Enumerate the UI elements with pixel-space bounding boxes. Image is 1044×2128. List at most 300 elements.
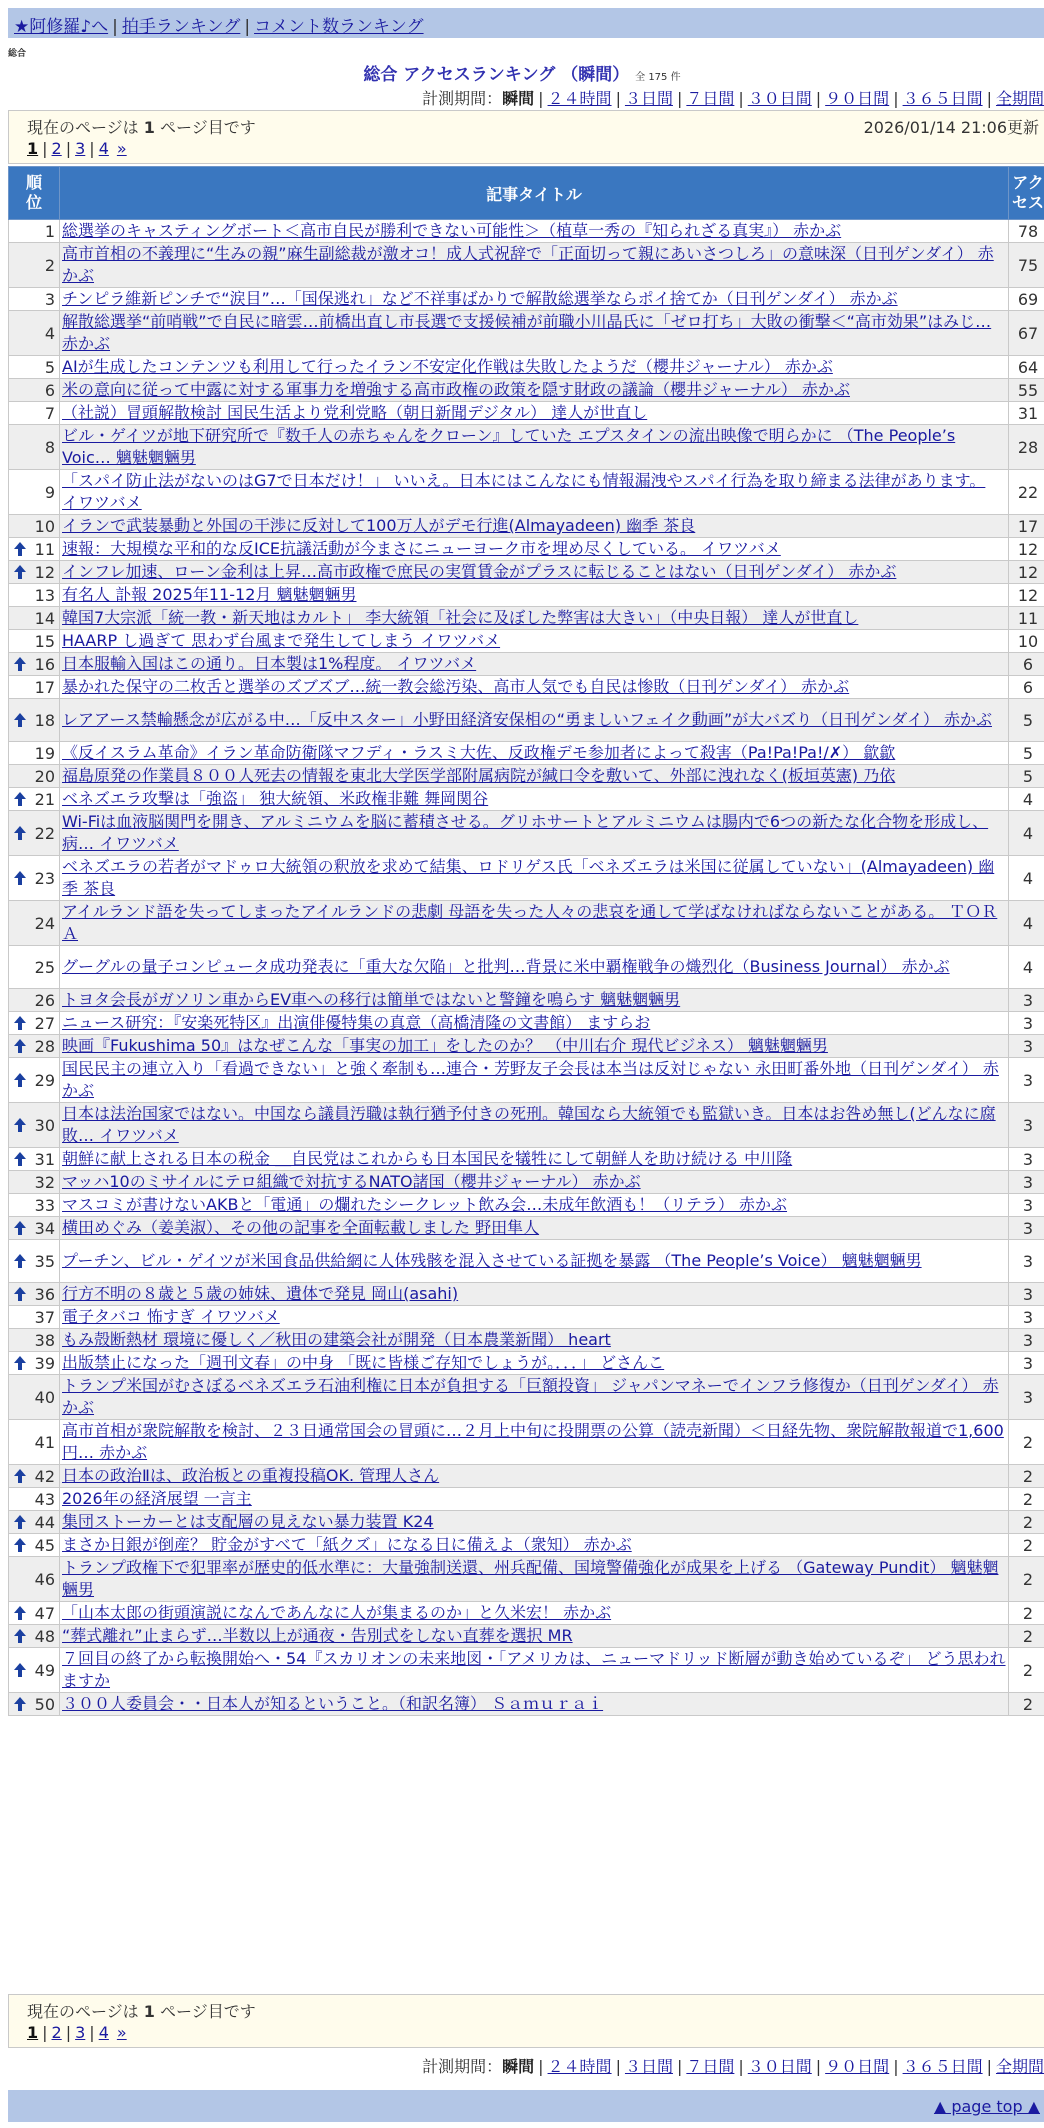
title-cell	[60, 765, 1009, 788]
title-cell	[60, 630, 1009, 653]
rank-number: 27	[34, 1013, 55, 1033]
title-cell	[60, 1306, 1009, 1329]
rank-cell	[9, 425, 60, 470]
up-arrow-icon	[13, 870, 27, 886]
article-title-link[interactable]: AIが生成したコンテンツも利用して行ったイラン不安定化作戦は失敗したようだ（櫻井ジャーナル） 赤かぶ	[62, 357, 833, 376]
category-label: 総合	[8, 49, 27, 59]
page-suffix: ページ目です	[160, 2002, 256, 2021]
article-title-link[interactable]: マスコミが書けないAKBと「電通」の爛れたシークレット飲み会…未成年飲酒も！（リテラ） 赤かぶ	[62, 1195, 788, 1214]
rank-cell	[9, 1488, 60, 1511]
article-title-link[interactable]: ７回目の終了から転換開始へ・54『スカリオンの未来地図・「アメリカは、ニューマドリッド断層が動き始めているぞ」 どう思われますか	[62, 1649, 1006, 1690]
access-count: 2	[1009, 1693, 1044, 1716]
pager-page-link[interactable]: 4	[98, 2023, 109, 2042]
access-count: 3	[1009, 1217, 1044, 1240]
article-title-link[interactable]: もみ殻断熱材 環境に優しく／秋田の建築会社が開発（日本農業新聞） heart	[62, 1330, 611, 1349]
rank-cell	[9, 1217, 60, 1240]
col-rank	[9, 167, 60, 220]
rank-cell	[9, 989, 60, 1012]
rank-cell	[9, 1352, 60, 1375]
rank-number: 3	[44, 289, 55, 309]
pager-next-link[interactable]: »	[116, 2023, 127, 2042]
table-row	[9, 788, 1044, 811]
article-title-link[interactable]: 《反イスラム革命》イラン革命防衛隊マフディ・ラスミ大佐、反政権デモ参加者によって殺害（Pa!Pa!Pa!/✗） 歙歙	[62, 743, 896, 762]
table-row	[9, 1511, 1044, 1534]
up-arrow-icon	[13, 1151, 27, 1167]
table-row	[9, 402, 1044, 425]
table-row	[9, 1103, 1044, 1148]
rank-number: 4	[44, 323, 55, 343]
table-row	[9, 515, 1044, 538]
table-row	[9, 946, 1044, 989]
rank-cell	[9, 811, 60, 856]
rank-number: 20	[34, 766, 55, 786]
top-nav-bar	[8, 8, 1044, 38]
rank-cell	[9, 901, 60, 946]
period-current: 瞬間	[502, 2057, 535, 2076]
separator: |	[738, 89, 744, 108]
rank-cell	[9, 765, 60, 788]
current-page-text	[27, 1999, 256, 2022]
period-option[interactable]: ３日間	[624, 2057, 673, 2076]
table-row	[9, 1171, 1044, 1194]
article-title-link[interactable]: 集団ストーカーとは支配層の見えない暴力装置 K24	[62, 1512, 434, 1531]
rank-number: 46	[34, 1569, 55, 1589]
rank-number: 2	[44, 255, 55, 275]
rank-cell	[9, 243, 60, 288]
rank-number: 39	[34, 1353, 55, 1373]
article-title-link[interactable]: 福島原発の作業員８００人死去の情報を東北大学医学部附属病院が緘口令を敷いて、外部に洩れなく(板垣英憲) 乃依	[62, 766, 896, 785]
title-cell	[60, 1557, 1009, 1602]
up-arrow-icon	[13, 791, 27, 807]
title-cell	[60, 1194, 1009, 1217]
article-title-link[interactable]: チンピラ維新ピンチで“涙目”…「国保逃れ」など不祥事ばかりで解散総選挙ならポイ捨てか（日刊ゲンダイ） 赤かぶ	[62, 289, 898, 308]
access-count: 78	[1009, 220, 1044, 243]
period-selector-bottom	[422, 2054, 1044, 2077]
rank-cell	[9, 607, 60, 630]
article-title-link[interactable]: トランプ米国がむさぼるベネズエラ石油利権に日本が負担する「巨額投資」 ジャパンマネーでインフラ修復か（日刊ゲンダイ） 赤かぶ	[62, 1376, 999, 1417]
article-title-link[interactable]: 韓国7大宗派「統一教・新天地はカルト」 李大統領「社会に及ぼした弊害は大きい」（中央日報） 達人が世直し	[62, 608, 859, 627]
separator: |	[538, 2057, 544, 2076]
item-count: 全 175 件	[635, 72, 681, 83]
title-cell	[60, 699, 1009, 742]
article-title-link[interactable]: Wi-Fiは血液脳関門を開き、アルミニウムを脳に蓄積させる。グリホサートとアルミニウムは腸内で6つの新たな化合物を形成し、病… イワツバメ	[62, 812, 989, 853]
separator: |	[42, 2023, 48, 2042]
article-title-link[interactable]: ベネズエラ攻撃は「強盗」 独大統領、米政権非難 舞岡関谷	[62, 789, 489, 808]
period-option[interactable]: ２４時間	[547, 2057, 612, 2076]
access-count: 4	[1009, 788, 1044, 811]
access-count: 2	[1009, 1557, 1044, 1602]
title-cell	[60, 425, 1009, 470]
article-title-link[interactable]: 解散総選挙“前哨戦”で自民に暗雲…前橋出直し市長選で支援候補が前職小川晶氏に「ゼロ打ち」大敗の衝撃＜“高市効果”はみじ… 赤かぶ	[62, 312, 992, 353]
article-title-link[interactable]: ベネズエラの若者がマドゥロ大統領の釈放を求めて結集、ロドリゲス氏「ベネズエラは米国に従属していない」(Almayadeen) 幽季 茶良	[62, 857, 995, 898]
period-option[interactable]: ２４時間	[547, 89, 612, 108]
rank-number: 32	[34, 1172, 55, 1192]
period-option[interactable]: ３６５日間	[902, 2057, 983, 2076]
separator: |	[676, 89, 683, 108]
rank-cell	[9, 1534, 60, 1557]
article-title-link[interactable]: 朝鮮に献上される日本の税金 ＿自民党はこれからも日本国民を犠牲にして朝鮮人を助け続ける 中川隆	[62, 1149, 793, 1168]
article-title-link[interactable]: 速報：大規模な平和的な反ICE抗議活動が今まさにニューヨーク市を埋め尽くしている。 イワツバメ	[62, 539, 781, 558]
current-page-text	[27, 115, 256, 138]
table-row	[9, 1194, 1044, 1217]
title-cell	[60, 1602, 1009, 1625]
rank-number: 49	[34, 1660, 55, 1680]
title-cell	[60, 1375, 1009, 1420]
title-cell	[60, 515, 1009, 538]
up-arrow-icon	[13, 1628, 27, 1644]
up-arrow-icon	[13, 712, 27, 728]
rank-number: 7	[44, 403, 55, 423]
period-option[interactable]: ９０日間	[825, 89, 890, 108]
table-row	[9, 1625, 1044, 1648]
rank-number: 34	[34, 1218, 55, 1238]
access-count: 3	[1009, 1012, 1044, 1035]
access-count: 11	[1009, 607, 1044, 630]
title-cell	[60, 1148, 1009, 1171]
table-row	[9, 1534, 1044, 1557]
access-count: 12	[1009, 538, 1044, 561]
rank-number: 44	[34, 1512, 55, 1532]
article-title-link[interactable]: “葬式離れ”止まらず…半数以上が通夜・告別式をしない直葬を選択 MR	[62, 1626, 573, 1645]
period-option[interactable]: ３日間	[624, 89, 673, 108]
access-count: 4	[1009, 856, 1044, 901]
rank-cell	[9, 742, 60, 765]
rank-cell	[9, 1035, 60, 1058]
access-count: 5	[1009, 699, 1044, 742]
period-option[interactable]: ９０日間	[825, 2057, 890, 2076]
table-row	[9, 1148, 1044, 1171]
pager	[27, 2023, 127, 2042]
period-option[interactable]: ７日間	[686, 89, 735, 108]
rank-cell	[9, 1012, 60, 1035]
article-title-link[interactable]: 日本服輸入国はこの通り。日本製は1%程度。 イワツバメ	[62, 654, 477, 673]
article-title-link[interactable]: ３００人委員会・・日本人が知るということ。（和訳名簿） Ｓａｍｕｒａｉ	[62, 1694, 604, 1713]
rank-cell	[9, 1557, 60, 1602]
rank-cell	[9, 1329, 60, 1352]
title-cell	[60, 788, 1009, 811]
article-title-link[interactable]: 日本の政治Ⅱは、政治板との重複投稿OK. 管理人さん	[62, 1466, 440, 1485]
title-cell	[60, 1283, 1009, 1306]
title-cell	[60, 946, 1009, 989]
rank-cell	[9, 653, 60, 676]
access-count: 3	[1009, 1171, 1044, 1194]
up-arrow-icon	[13, 1286, 27, 1302]
article-title-link[interactable]: 電子タバコ 怖すぎ イワツバメ	[62, 1307, 280, 1326]
separator: |	[89, 2023, 95, 2042]
up-arrow-icon	[13, 1662, 27, 1678]
up-arrow-icon	[13, 1537, 27, 1553]
article-title-link[interactable]: 国民民主の連立入り「看過できない」と強く牽制も…連合・芳野友子会長は本当は反対じゃない 永田町番外地（日刊ゲンダイ） 赤かぶ	[62, 1059, 999, 1100]
clap-ranking-link[interactable]: 拍手ランキング	[121, 17, 241, 37]
table-row	[9, 653, 1044, 676]
rank-number: 22	[34, 823, 55, 843]
separator: |	[538, 89, 544, 108]
up-arrow-icon	[13, 1468, 27, 1484]
up-arrow-icon	[13, 1514, 27, 1530]
period-option[interactable]: ３６５日間	[902, 89, 983, 108]
period-option[interactable]: ３０日間	[747, 2057, 812, 2076]
table-row	[9, 1329, 1044, 1352]
article-title-link[interactable]: インフレ加速、ローン金利は上昇…高市政権で庶民の実質賃金がプラスに転じることはない（日刊ゲンダイ） 赤かぶ	[62, 562, 897, 581]
title-cell	[60, 676, 1009, 699]
article-title-link[interactable]: 映画『Fukushima 50』はなぜこんな「事実の加工」をしたのか？ （中川右介 現代ビジネス） 魑魅魍魎男	[62, 1036, 828, 1055]
article-title-link[interactable]: 「スパイ防止法がないのはG7で日本だけ！」 いいえ。日本にはこんなにも情報漏洩やスパイ行為を取り締まる法律があります。 イワツバメ	[62, 471, 986, 512]
table-row	[9, 1375, 1044, 1420]
pager	[27, 139, 127, 158]
page-info-bottom	[8, 1994, 1044, 2048]
pager-page-link[interactable]: 3	[75, 139, 86, 158]
rank-cell	[9, 699, 60, 742]
rank-number: 13	[34, 585, 55, 605]
table-row	[9, 1602, 1044, 1625]
article-title-link[interactable]: 有名人 訃報 2025年11-12月 魑魅魍魎男	[62, 585, 357, 604]
rank-number: 17	[34, 677, 55, 697]
article-title-link[interactable]: 暴かれた保守の二枚舌と選挙のズブズブ…統一教会総汚染、高市人気でも自民は惨敗（日刊ゲンダイ） 赤かぶ	[62, 677, 850, 696]
rank-cell	[9, 1625, 60, 1648]
table-row	[9, 1488, 1044, 1511]
article-title-link[interactable]: 高市首相の不義理に“生みの親”麻生副総裁が激オコ！成人式祝辞で「正面切って親にあいさつしろ」の意味深（日刊ゲンダイ） 赤かぶ	[62, 244, 994, 285]
separator: |	[893, 2057, 899, 2076]
title-cell	[60, 1012, 1009, 1035]
access-count: 17	[1009, 515, 1044, 538]
rank-number: 33	[34, 1195, 55, 1215]
table-row	[9, 1693, 1044, 1716]
title-cell	[60, 1511, 1009, 1534]
title-cell	[60, 1058, 1009, 1103]
access-count: 69	[1009, 288, 1044, 311]
rank-number: 31	[34, 1149, 55, 1169]
period-option[interactable]: 全期間	[995, 2057, 1044, 2076]
article-title-link[interactable]: イランで武装暴動と外国の干渉に反対して100万人がデモ行進(Almayadeen) 幽季 茶良	[62, 516, 696, 535]
title-cell	[60, 1465, 1009, 1488]
access-count: 4	[1009, 901, 1044, 946]
article-title-link[interactable]: 出版禁止になった「週刊文春」の中身 「既に皆様ご存知でしょうが。．．．」 どさんこ	[62, 1353, 665, 1372]
up-arrow-icon	[13, 1696, 27, 1712]
separator: |	[65, 2023, 72, 2042]
rank-number: 26	[34, 990, 55, 1010]
separator: |	[112, 17, 118, 37]
article-title-link[interactable]: グーグルの量子コンピュータ成功発表に「重大な欠陥」と批判…背景に米中覇権戦争の熾烈化（Business Journal） 赤かぶ	[62, 957, 950, 976]
pager-next-link[interactable]: »	[116, 139, 127, 158]
article-title-link[interactable]: まさか日銀が倒産？ 貯金がすべて「紙クズ」になる日に備えよ（衆知） 赤かぶ	[62, 1535, 632, 1554]
article-title-link[interactable]: マッハ10のミサイルにテロ組織で対抗するNATO諸国（櫻井ジャーナル） 赤かぶ	[62, 1172, 641, 1191]
rank-number: 12	[34, 562, 55, 582]
period-selector	[422, 86, 1044, 109]
updated-timestamp: 2026/01/14 21:06更新	[863, 118, 1039, 137]
table-row	[9, 1352, 1044, 1375]
up-arrow-icon	[13, 1253, 27, 1269]
title-cell	[60, 653, 1009, 676]
article-title-link[interactable]: 総選挙のキャスティングボート＜高市自民が勝利できない可能性＞（植草一秀の『知られざる真実』） 赤かぶ	[62, 221, 842, 240]
article-title-link[interactable]: アイルランド語を失ってしまったアイルランドの悲劇 母語を失った人々の悲哀を通して学ばなければならないことがある。 ＴＯＲＡ	[62, 902, 998, 943]
up-arrow-icon	[13, 1355, 27, 1371]
table-row	[9, 1035, 1044, 1058]
up-arrow-icon	[13, 1117, 27, 1133]
rank-cell	[9, 1465, 60, 1488]
rank-number: 28	[34, 1036, 55, 1056]
table-row	[9, 1058, 1044, 1103]
access-count: 3	[1009, 1240, 1044, 1283]
separator: |	[986, 2057, 992, 2076]
page-title-text: 総合 アクセスランキング （瞬間）	[363, 65, 630, 85]
article-title-link[interactable]: 「山本太郎の街頭演説になんであんなに人が集まるのか」と久米宏！ 赤かぶ	[62, 1603, 612, 1622]
rank-cell	[9, 1148, 60, 1171]
article-title-link[interactable]: （社説）冒頭解散検討 国民生活より党利党略（朝日新聞デジタル） 達人が世直し	[62, 403, 648, 422]
table-row	[9, 1283, 1044, 1306]
title-cell	[60, 607, 1009, 630]
rank-number: 47	[34, 1603, 55, 1623]
access-count: 22	[1009, 470, 1044, 515]
article-title-link[interactable]: 日本は法治国家ではない。中国なら議員汚職は執行猶予付きの死刑。韓国なら大統領でも監獄いき。日本はお咎め無し(どんなに腐敗… イワツバメ	[62, 1104, 996, 1145]
page-top-link[interactable]: ▲ page top ▲	[933, 2097, 1040, 2116]
title-cell	[60, 1625, 1009, 1648]
article-title-link[interactable]: トランプ政権下で犯罪率が歴史的低水準に：大量強制送還、州兵配備、国境警備強化が成果を上げる （Gateway Pundit） 魑魅魍魎男	[62, 1558, 999, 1599]
separator: |	[615, 2057, 621, 2076]
page-number: 1	[143, 2002, 155, 2021]
rank-number: 16	[34, 654, 55, 674]
pager-page-link[interactable]: 2	[51, 139, 62, 158]
access-count: 6	[1009, 676, 1044, 699]
rank-number: 8	[44, 437, 55, 457]
comment-ranking-link[interactable]: コメント数ランキング	[254, 17, 424, 37]
page-prefix: 現在のページは	[27, 2002, 139, 2021]
rank-cell	[9, 1283, 60, 1306]
rank-cell	[9, 402, 60, 425]
title-cell	[60, 1352, 1009, 1375]
access-count: 31	[1009, 402, 1044, 425]
article-title-link[interactable]: ビル・ゲイツが地下研究所で『数千人の赤ちゃんをクローン』していた エプスタインの流出映像で明らかに （The People’s Voic… 魑魅魍魎男	[62, 426, 956, 467]
access-count: 3	[1009, 1283, 1044, 1306]
period-label: 計測期間：	[422, 89, 503, 108]
access-count: 3	[1009, 1375, 1044, 1420]
up-arrow-icon	[13, 825, 27, 841]
rank-cell	[9, 584, 60, 607]
title-cell	[60, 856, 1009, 901]
bottom-bar	[8, 2090, 1044, 2122]
table-row	[9, 379, 1044, 402]
rank-number: 5	[44, 357, 55, 377]
up-arrow-icon	[13, 1605, 27, 1621]
page-title	[0, 60, 1044, 85]
table-row	[9, 1648, 1044, 1693]
rank-cell	[9, 1511, 60, 1534]
pager-page-link[interactable]: 3	[75, 2023, 86, 2042]
access-count: 2	[1009, 1511, 1044, 1534]
access-count: 2	[1009, 1420, 1044, 1465]
access-count: 5	[1009, 742, 1044, 765]
table-row	[9, 311, 1044, 356]
pager-current: 1	[27, 2023, 39, 2042]
rank-number: 30	[34, 1115, 55, 1135]
col-title: 記事タイトル	[60, 167, 1009, 220]
rank-number: 21	[34, 789, 55, 809]
access-count: 2	[1009, 1488, 1044, 1511]
article-title-link[interactable]: レアアース禁輸懸念が広がる中…「反中スター」小野田経済安保相の“勇ましいフェイク動画”が大バズり（日刊ゲンダイ） 赤かぶ	[62, 710, 992, 729]
access-count: 3	[1009, 1058, 1044, 1103]
title-cell	[60, 1217, 1009, 1240]
rank-number: 19	[34, 743, 55, 763]
table-row	[9, 901, 1044, 946]
pager-page-link[interactable]: 4	[98, 139, 109, 158]
access-count: 2	[1009, 1602, 1044, 1625]
pager-page-link[interactable]: 2	[51, 2023, 62, 2042]
access-count: 3	[1009, 1103, 1044, 1148]
rank-number: 1	[44, 221, 55, 241]
access-count: 3	[1009, 1352, 1044, 1375]
table-row	[9, 584, 1044, 607]
rank-cell	[9, 470, 60, 515]
page-number: 1	[143, 118, 155, 137]
title-cell	[60, 742, 1009, 765]
period-option[interactable]: ７日間	[686, 2057, 735, 2076]
period-option[interactable]: ３０日間	[747, 89, 812, 108]
title-cell	[60, 379, 1009, 402]
rank-cell	[9, 1648, 60, 1693]
article-title-link[interactable]: 2026年の経済展望 一言主	[62, 1489, 252, 1508]
title-cell	[60, 561, 1009, 584]
rank-number: 15	[34, 631, 55, 651]
rank-cell	[9, 311, 60, 356]
article-title-link[interactable]: HAARP し過ぎて 思わず台風まで発生してしまう イワツバメ	[62, 631, 501, 650]
access-count: 6	[1009, 653, 1044, 676]
title-cell	[60, 1488, 1009, 1511]
title-cell	[60, 243, 1009, 288]
period-option[interactable]: 全期間	[995, 89, 1044, 108]
access-count: 28	[1009, 425, 1044, 470]
table-row	[9, 356, 1044, 379]
article-title-link[interactable]: トヨタ会長がガソリン車からEV車への移行は簡単ではないと警鐘を鳴らす 魑魅魍魎男	[62, 990, 681, 1009]
access-count: 3	[1009, 1306, 1044, 1329]
table-row	[9, 630, 1044, 653]
article-title-link[interactable]: 行方不明の８歳と５歳の姉妹、遺体で発見 岡山(asahi)	[62, 1284, 459, 1303]
home-link[interactable]: ★阿修羅♪へ	[14, 17, 109, 37]
ranking-table	[8, 166, 1044, 1716]
up-arrow-icon	[13, 1038, 27, 1054]
period-label: 計測期間：	[422, 2057, 503, 2076]
article-title-link[interactable]: 米の意向に従って中露に対する軍事力を増強する高市政権の政策を隠す財政の議論（櫻井ジャーナル） 赤かぶ	[62, 380, 850, 399]
rank-cell	[9, 1103, 60, 1148]
title-cell	[60, 1329, 1009, 1352]
title-cell	[60, 1420, 1009, 1465]
rank-number: 41	[34, 1432, 55, 1452]
separator: |	[89, 139, 95, 158]
access-count: 55	[1009, 379, 1044, 402]
access-count: 2	[1009, 1534, 1044, 1557]
period-current: 瞬間	[502, 89, 535, 108]
table-row	[9, 765, 1044, 788]
article-title-link[interactable]: ニュース研究：『安楽死特区』出演俳優特集の真意（高橋清隆の文書館） ますらお	[62, 1013, 651, 1032]
rank-number: 37	[34, 1307, 55, 1327]
rank-cell	[9, 788, 60, 811]
article-title-link[interactable]: プーチン、ビル・ゲイツが米国食品供給網に人体残骸を混入させている証拠を暴露 （The People’s Voice） 魑魅魍魎男	[62, 1251, 922, 1270]
pager-current: 1	[27, 139, 39, 158]
table-row	[9, 243, 1044, 288]
table-row	[9, 1420, 1044, 1465]
table-row	[9, 811, 1044, 856]
up-arrow-icon	[13, 656, 27, 672]
access-count: 67	[1009, 311, 1044, 356]
table-row	[9, 1012, 1044, 1035]
rank-number: 11	[34, 539, 55, 559]
access-count: 2	[1009, 1648, 1044, 1693]
table-row	[9, 742, 1044, 765]
rank-number: 25	[34, 957, 55, 977]
title-cell	[60, 1035, 1009, 1058]
up-arrow-icon	[13, 564, 27, 580]
article-title-link[interactable]: 高市首相が衆院解散を検討、２３日通常国会の冒頭に…２月上中旬に投開票の公算（読売新聞）＜日経先物、衆院解散報道で1,600円… 赤かぶ	[62, 1421, 1004, 1462]
article-title-link[interactable]: 横田めぐみ（姜美淑）、その他の記事を全面転載しました 野田隼人	[62, 1218, 540, 1237]
separator: |	[893, 89, 899, 108]
